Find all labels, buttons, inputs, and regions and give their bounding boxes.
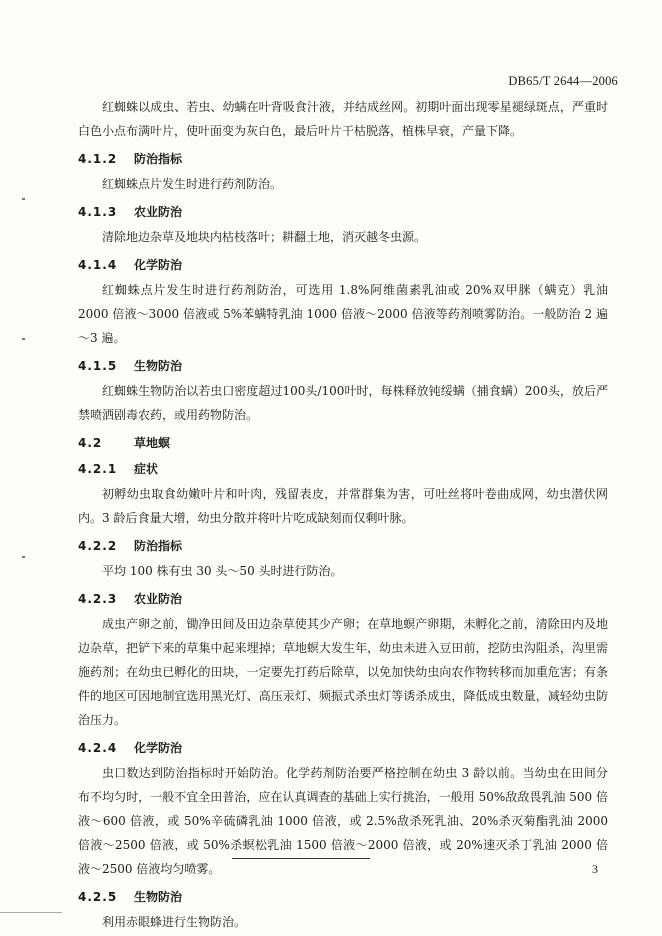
paragraph: 清除地边杂草及地块内枯枝落叶；耕翻土地，消灭越冬虫源。 <box>102 230 427 244</box>
section-number: 4.2.3 <box>78 592 118 606</box>
section-title: 防治指标 <box>134 152 183 166</box>
standard-code: DB65/T 2644—2006 <box>508 74 618 88</box>
paragraph: 红蜘蛛生物防治以若虫口密度超过100头/100叶时，每株释放钝绥螨（捕食螨）200头，放后严禁喷洒剧毒农药，或用药物防治。 <box>78 384 608 422</box>
section-title: 化学防治 <box>134 741 183 755</box>
section-number: 4.2.1 <box>78 462 118 476</box>
section-number: 4.1.4 <box>78 258 118 272</box>
section-title: 农业防治 <box>134 205 183 219</box>
paragraph: 利用赤眼蜂进行生物防治。 <box>102 915 247 929</box>
paragraph: 虫口数达到防治指标时开始防治。化学药剂防治要严格控制在幼虫 3 龄以前。当幼虫在田间分布不均匀时，一般不宜全田普治，应在认真调查的基础上实行挑治，一般用 50%敌敌畏乳油 500 倍液～600 倍液，或 50%辛硫磷乳油 1000 倍液，或 2.5%敌杀死乳油、20%杀灭菊酯乳油 2000 倍液～2500 倍液，或 50%杀螟松乳油 1500 倍液～2000 倍液，或 20%速灭杀丁乳油 2000 倍液～2500 倍液均匀喷雾。 <box>78 766 608 876</box>
section-title: 化学防治 <box>134 258 183 272</box>
document-body <box>78 95 608 934</box>
paragraph: 初孵幼虫取食幼嫩叶片和叶肉，残留表皮，并常群集为害，可吐丝将叶卷曲成网，幼虫潜伏网内。3 龄后食量大增，幼虫分散并将叶片吃成缺刻而仅剩叶脉。 <box>78 487 608 525</box>
section-heading <box>78 149 608 169</box>
scan-edge <box>0 912 62 913</box>
section-heading <box>78 536 608 556</box>
section-heading <box>78 459 608 479</box>
section-title: 症状 <box>134 462 159 476</box>
section-title: 防治指标 <box>134 539 183 553</box>
section-number: 4.2.4 <box>78 741 118 755</box>
section-number: 4.2.5 <box>78 890 118 904</box>
section-number: 4.1.5 <box>78 359 118 373</box>
section-title: 生物防治 <box>134 890 183 904</box>
section-heading <box>78 738 608 758</box>
section-heading <box>78 589 608 609</box>
paragraph: 平均 100 株有虫 30 头～50 头时进行防治。 <box>102 564 343 578</box>
section-heading <box>78 356 608 376</box>
footer-rule <box>232 858 370 859</box>
section-number: 4.1.2 <box>78 152 118 166</box>
section-title: 草地螟 <box>134 436 171 450</box>
paragraph: 红蜘蛛点片发生时进行药剂防治。 <box>102 177 283 191</box>
paragraph: 红蜘蛛以成虫、若虫、幼螨在叶背吸食汁液，并结成丝网。初期叶面出现零星褪绿斑点，严重时白色小点布满叶片，使叶面变为灰白色，最后叶片干枯脱落，植株早衰，产量下降。 <box>78 100 608 138</box>
page-number: 3 <box>592 862 598 876</box>
scan-mark <box>22 198 25 200</box>
section-heading <box>78 433 608 453</box>
section-heading <box>78 887 608 907</box>
section-heading <box>78 202 608 222</box>
section-number: 4.2 <box>78 436 103 450</box>
paragraph: 成虫产卵之前，锄净田间及田边杂草使其少产卵；在草地螟产卵期，未孵化之前，清除田内及地边杂草，把铲下来的草集中起来埋掉；草地螟大发生年，幼虫未进入豆田前，挖防虫沟阻杀，沟里需施药剂；在幼虫已孵化的田块，一定要先打药后除草，以免加快幼虫向农作物转移而加重危害；有条件的地区可因地制宜选用黑光灯、高压汞灯、频振式杀虫灯等诱杀成虫，降低成虫数量，减轻幼虫防治压力。 <box>78 617 608 727</box>
section-title: 生物防治 <box>134 359 183 373</box>
section-number: 4.2.2 <box>78 539 118 553</box>
scan-mark <box>22 338 25 340</box>
paragraph: 红蜘蛛点片发生时进行药剂防治，可选用 1.8%阿维菌素乳油或 20%双甲脒（螨克）乳油 2000 倍液～3000 倍液或 5%苯螨特乳油 1000 倍液～2000 倍液等药剂喷雾防治。一般防治 2 遍～3 遍。 <box>78 283 608 345</box>
section-title: 农业防治 <box>134 592 183 606</box>
section-heading <box>78 255 608 275</box>
section-number: 4.1.3 <box>78 205 118 219</box>
scan-mark <box>22 556 25 558</box>
